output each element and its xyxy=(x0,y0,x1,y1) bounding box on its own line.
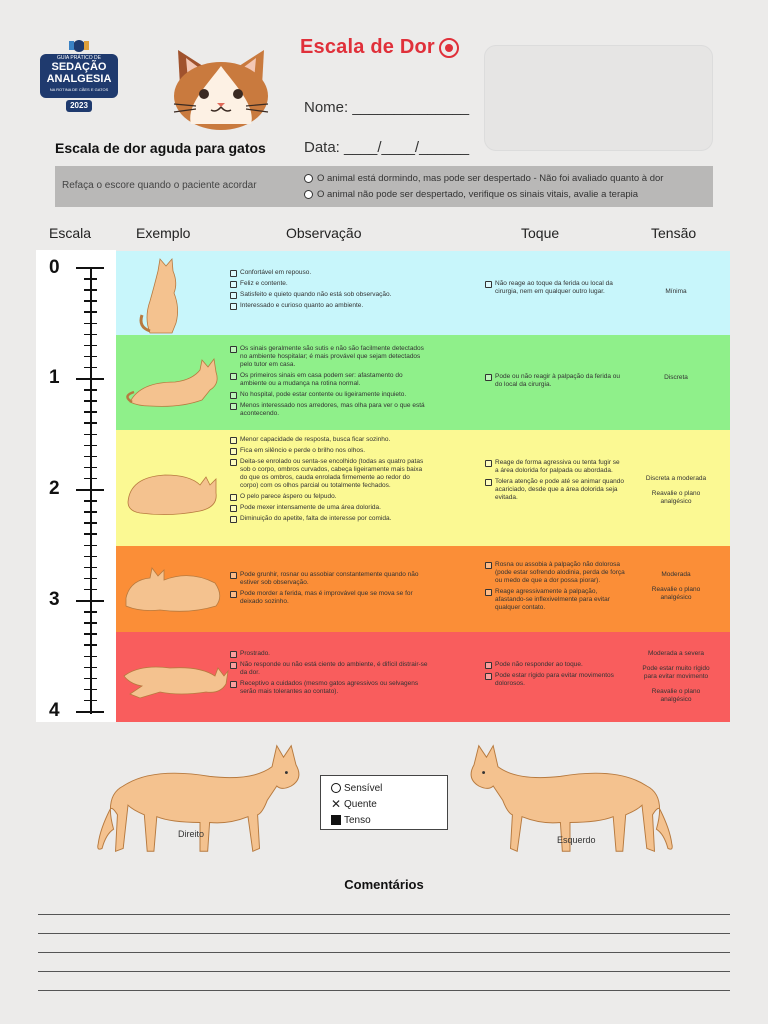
legend-sensivel-label: Sensível xyxy=(344,782,383,794)
scale-tick xyxy=(84,689,97,691)
scale-number-3: 3 xyxy=(49,589,60,610)
col-header-toque: Toque xyxy=(521,225,560,241)
option-sleeping-label: O animal está dormindo, mas pode ser despertado - Não foi avaliado quanto à dor xyxy=(317,173,664,184)
scale-number-1: 1 xyxy=(49,367,60,388)
observation-item[interactable] xyxy=(230,280,430,288)
checkbox-icon[interactable] xyxy=(230,292,237,299)
scale-number-2: 2 xyxy=(49,478,60,499)
observation-list xyxy=(230,436,430,526)
checkbox-icon[interactable] xyxy=(230,270,237,277)
option-sleeping[interactable] xyxy=(304,173,663,184)
touch-response-list xyxy=(485,459,625,505)
legend-tenso xyxy=(331,812,447,828)
checkbox-icon[interactable] xyxy=(230,516,237,523)
comment-line[interactable] xyxy=(38,971,730,972)
checkbox-icon[interactable] xyxy=(485,460,492,467)
checkbox-icon[interactable] xyxy=(485,281,492,288)
logo-line1: GUIA PRÁTICO DE xyxy=(57,55,101,61)
scale-tick xyxy=(84,434,97,436)
observation-text: Não responde ou não está ciente do ambiente, é difícil distrair-se da dor. xyxy=(240,661,428,676)
checkbox-icon[interactable] xyxy=(230,494,237,501)
scale-tick xyxy=(84,411,97,413)
scale-tick xyxy=(84,522,97,524)
scale-tick xyxy=(84,644,97,646)
observation-text: Interessado e curioso quanto ao ambiente. xyxy=(240,302,364,309)
observation-text: Os primeiros sinais em casa podem ser: afastamento do ambiente ou a mudança na rotina normal. xyxy=(240,372,403,387)
cat-posture-illustration xyxy=(120,636,230,723)
touch-text: Pode ou não reagir à palpação da ferida ou do local da cirurgia. xyxy=(495,373,621,388)
observation-item[interactable] xyxy=(230,590,430,606)
checkbox-icon[interactable] xyxy=(485,589,492,596)
scale-tick xyxy=(76,600,104,602)
esquerdo-label: Esquerdo xyxy=(557,835,596,845)
touch-item[interactable] xyxy=(485,478,625,502)
scale-tick xyxy=(84,323,97,325)
tension-cell xyxy=(636,650,716,711)
observation-text: Confortável em repouso. xyxy=(240,269,312,276)
checkbox-icon[interactable] xyxy=(485,562,492,569)
observation-item[interactable] xyxy=(230,661,430,677)
observation-list xyxy=(230,269,430,313)
scale-tick xyxy=(84,511,97,513)
scale-tick xyxy=(84,533,97,535)
cat-posture-illustration xyxy=(120,253,230,340)
scale-tick xyxy=(84,467,97,469)
legend-quente-label: Quente xyxy=(344,798,377,810)
checkbox-icon[interactable] xyxy=(230,662,237,669)
observation-text: Pode mexer intensamente de uma área dolorida. xyxy=(240,504,381,511)
checkbox-icon[interactable] xyxy=(485,673,492,680)
legend-tenso-label: Tenso xyxy=(344,814,371,826)
scale-tick xyxy=(84,656,97,658)
observation-item[interactable] xyxy=(230,291,430,299)
scale-tick xyxy=(84,356,97,358)
tension-cell xyxy=(636,374,716,389)
scale-tick xyxy=(84,278,97,280)
data-field[interactable]: Data: ____/____/______ xyxy=(304,139,470,156)
scale-tick xyxy=(84,422,97,424)
tension-cell xyxy=(636,288,716,303)
observation-item[interactable] xyxy=(230,680,430,696)
touch-text: Reage de forma agressiva ou tenta fugir se a área dolorida for palpada ou abordada. xyxy=(495,459,620,474)
cat-face-illustration xyxy=(166,46,276,134)
observation-text: Receptivo a cuidados (mesmo gatos agressivos ou selvagens serão mais tolerantes ao contato). xyxy=(240,680,419,695)
scale-tick xyxy=(84,622,97,624)
scale-tick xyxy=(76,489,104,491)
touch-text: Tolera atenção e pode até se animar quando acariciado, desde que a área dolorida seja evitada. xyxy=(495,478,625,501)
checkbox-icon[interactable] xyxy=(230,392,237,399)
checkbox-icon[interactable] xyxy=(230,346,237,353)
scale-tick xyxy=(84,678,97,680)
comment-line[interactable] xyxy=(38,990,730,991)
touch-item[interactable] xyxy=(485,561,625,585)
observation-text: Pode morder a ferida, mas é improvável que se mova se for deixado sozinho. xyxy=(240,590,413,605)
touch-response-list xyxy=(485,561,625,615)
scale-number-0: 0 xyxy=(49,257,60,278)
observation-item[interactable] xyxy=(230,345,430,369)
touch-item[interactable] xyxy=(485,373,625,389)
checkbox-icon[interactable] xyxy=(230,281,237,288)
tension-cell xyxy=(636,475,716,513)
scale-tick xyxy=(84,289,97,291)
observation-text: Satisfeito e quieto quando não está sob observação. xyxy=(240,291,392,298)
checkbox-icon[interactable] xyxy=(230,572,237,579)
observation-item[interactable] xyxy=(230,372,430,388)
tension-cell xyxy=(636,571,716,609)
comment-line[interactable] xyxy=(38,933,730,934)
scale-tick xyxy=(84,389,97,391)
tension-text: Moderada xyxy=(661,571,691,578)
touch-item[interactable] xyxy=(485,672,625,688)
cat-body-left-side[interactable] xyxy=(460,738,680,863)
touch-item[interactable] xyxy=(485,459,625,475)
checkbox-icon[interactable] xyxy=(485,479,492,486)
checkbox-icon[interactable] xyxy=(230,651,237,658)
observation-item[interactable] xyxy=(230,493,430,501)
touch-item[interactable] xyxy=(485,280,625,296)
scale-tick xyxy=(84,456,97,458)
tension-text: Reavalie o plano analgésico xyxy=(651,490,701,505)
col-header-exemplo: Exemplo xyxy=(136,225,191,241)
cat-posture-illustration xyxy=(120,342,230,429)
scale-tick xyxy=(84,334,97,336)
touch-text: Pode não responder ao toque. xyxy=(495,661,583,668)
tension-text: Moderada a severa xyxy=(647,650,704,657)
col-header-escala: Escala xyxy=(49,225,92,241)
observation-item[interactable] xyxy=(230,515,430,523)
scale-tick xyxy=(84,345,97,347)
legend-sensivel xyxy=(331,780,447,796)
nome-field[interactable]: Nome: ______________ xyxy=(304,99,470,116)
option-unarousable-label: O animal não pode ser despertado, verifique os sinais vitais, avalie a terapia xyxy=(317,189,639,200)
observation-text: Deita-se enrolado ou senta-se encolhido (todas as quatro patas sob o corpo, ombros curvados, cabeça ligeiramente mais baixa do que os ombros, cauda enrolada firmemente ao redor do corpo) com os olhos parcial ou totalmente fechados. xyxy=(240,458,424,489)
observation-text: Diminuição do apetite, falta de interesse por comida. xyxy=(240,515,392,522)
scale-tick xyxy=(84,500,97,502)
photo-placeholder-box[interactable] xyxy=(484,45,713,151)
scale-tick xyxy=(84,667,97,669)
observation-text: Menos interessado nos arredores, mas olha para ver o que está acontecendo. xyxy=(240,402,425,417)
pain-level-row-1 xyxy=(116,335,730,430)
scale-tick xyxy=(84,445,97,447)
observation-text: Os sinais geralmente são sutis e não são facilmente detectados no ambiente hospitalar; é mais provável que sejam detectados pelo tutor em casa. xyxy=(240,345,424,368)
touch-response-list xyxy=(485,280,625,299)
target-icon xyxy=(439,38,459,58)
scale-tick xyxy=(84,545,97,547)
checkbox-icon[interactable] xyxy=(230,437,237,444)
observation-list xyxy=(230,571,430,609)
observation-item[interactable] xyxy=(230,447,430,455)
scale-tick xyxy=(84,700,97,702)
scale-tick xyxy=(76,267,104,269)
cat-posture-illustration xyxy=(120,447,230,534)
observation-text: Feliz e contente. xyxy=(240,280,288,287)
instructions-left-text: Refaça o escore quando o paciente acordar xyxy=(62,180,257,191)
observation-text: Fica em silêncio e perde o brilho nos olhos. xyxy=(240,447,366,454)
pain-level-row-0 xyxy=(116,251,730,335)
radio-circle-icon[interactable] xyxy=(304,190,313,199)
col-header-observacao: Observação xyxy=(286,225,362,241)
option-unarousable[interactable] xyxy=(304,189,638,200)
scale-tick xyxy=(84,578,97,580)
scale-tick xyxy=(84,589,97,591)
tension-text: Mínima xyxy=(665,288,687,295)
observation-item[interactable] xyxy=(230,436,430,444)
touch-text: Pode estar rígido para evitar movimentos dolorosos. xyxy=(495,672,614,687)
scale-tick xyxy=(76,711,104,713)
observation-item[interactable] xyxy=(230,571,430,587)
instructions-bar xyxy=(55,166,713,207)
comment-line[interactable] xyxy=(38,952,730,953)
tension-text: Discreta a moderada xyxy=(645,475,707,482)
page-title xyxy=(300,36,459,59)
scale-tick xyxy=(84,300,97,302)
observation-item[interactable] xyxy=(230,402,430,418)
tension-text: Reavalie o plano analgésico xyxy=(651,586,701,601)
scale-tick xyxy=(84,367,97,369)
checkbox-icon[interactable] xyxy=(230,505,237,512)
logo-line4: NA ROTINA DE CÃES E GATOS xyxy=(49,87,109,92)
tension-text: Pode estar muito rígido para evitar movimento xyxy=(642,665,710,680)
logo-line2: SEDAÇÃO xyxy=(51,61,107,73)
pain-level-row-2 xyxy=(116,430,730,546)
checkbox-icon[interactable] xyxy=(230,448,237,455)
touch-item[interactable] xyxy=(485,588,625,612)
comment-line[interactable] xyxy=(38,914,730,915)
observation-item[interactable] xyxy=(230,391,430,399)
scale-tick xyxy=(84,633,97,635)
observation-text: No hospital, pode estar contente ou ligeiramente inquieto. xyxy=(240,391,407,398)
touch-item[interactable] xyxy=(485,661,625,669)
touch-response-list xyxy=(485,373,625,392)
comments-title: Comentários xyxy=(344,877,424,892)
scale-tick xyxy=(84,556,97,558)
tension-text: Discreta xyxy=(664,374,688,381)
radio-circle-icon[interactable] xyxy=(304,174,313,183)
observation-text: Prostrado. xyxy=(240,650,270,657)
scale-tick xyxy=(84,567,97,569)
observation-text: Menor capacidade de resposta, busca ficar sozinho. xyxy=(240,436,391,443)
cross-icon: ✕ xyxy=(331,797,342,811)
touch-text: Reage agressivamente à palpação, afastando-se inflexivelmente para evitar qualquer contato. xyxy=(495,588,610,611)
legend-quente xyxy=(331,796,447,812)
tension-text: Reavalie o plano analgésico xyxy=(651,688,701,703)
touch-response-list xyxy=(485,661,625,691)
col-header-tensao: Tensão xyxy=(651,225,697,241)
observation-item[interactable] xyxy=(230,302,430,310)
observation-text: O pelo parece áspero ou felpudo. xyxy=(240,493,337,500)
observation-item[interactable] xyxy=(230,458,430,490)
circle-icon xyxy=(331,783,341,793)
observation-item[interactable] xyxy=(230,269,430,277)
scale-tick xyxy=(84,311,97,313)
observation-item[interactable] xyxy=(230,650,430,658)
checkbox-icon[interactable] xyxy=(230,373,237,380)
scale-number-4: 4 xyxy=(49,700,60,721)
logo-line3: ANALGESIA xyxy=(46,73,112,85)
checkbox-icon[interactable] xyxy=(230,681,237,688)
square-icon xyxy=(331,815,341,825)
direito-label: Direito xyxy=(178,829,205,839)
cat-posture-illustration xyxy=(120,548,230,635)
observation-text: Pode grunhir, rosnar ou assobiar constantemente quando não estiver sob observação. xyxy=(240,571,419,586)
observation-item[interactable] xyxy=(230,504,430,512)
scale-tick xyxy=(84,611,97,613)
pain-level-row-3 xyxy=(116,546,730,632)
checkbox-icon[interactable] xyxy=(230,403,237,410)
scale-tick xyxy=(76,378,104,380)
checkbox-icon[interactable] xyxy=(485,662,492,669)
scale-tick xyxy=(84,400,97,402)
subtitle: Escala de dor aguda para gatos xyxy=(55,140,266,156)
checkbox-icon[interactable] xyxy=(485,374,492,381)
checkbox-icon[interactable] xyxy=(230,303,237,310)
touch-text: Não reage ao toque da ferida ou local da cirurgia, nem em qualquer outro lugar. xyxy=(495,280,613,295)
checkbox-icon[interactable] xyxy=(230,459,237,466)
checkbox-icon[interactable] xyxy=(230,591,237,598)
guide-logo xyxy=(38,38,120,116)
observation-list xyxy=(230,345,430,421)
observation-list xyxy=(230,650,430,699)
page-title-text: Escala de Dor xyxy=(300,36,435,58)
touch-text: Rosna ou assobia à palpação não dolorosa (pode estar sofrendo alodinia, perda de força ou medo de que a dor possa piorar). xyxy=(495,561,625,584)
cat-body-right-side[interactable] xyxy=(90,738,310,863)
scale-ruler-background xyxy=(36,250,116,722)
legend-box xyxy=(320,775,448,830)
scale-tick xyxy=(84,478,97,480)
pain-level-row-4 xyxy=(116,632,730,722)
logo-year: 2023 xyxy=(70,101,88,110)
